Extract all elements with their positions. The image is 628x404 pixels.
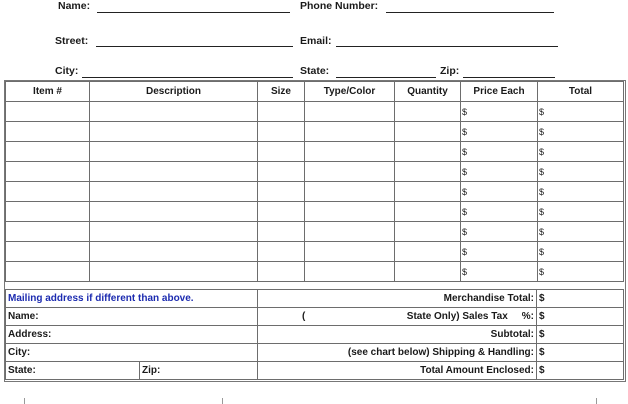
total-amount-enclosed-value[interactable]: $ (537, 362, 624, 380)
cell-type-color[interactable] (305, 102, 395, 122)
street-label: Street: (55, 35, 89, 47)
email-label: Email: (300, 35, 332, 47)
cell-price-each[interactable]: $ (461, 222, 538, 242)
state-label: State: (300, 65, 330, 77)
merchandise-total-label: Merchandise Total: (258, 290, 537, 308)
cell-item-number[interactable] (6, 162, 90, 182)
cell-size[interactable] (258, 202, 305, 222)
shipping-handling-label: (see chart below) Shipping & Handling: (258, 344, 537, 362)
mailing-name-label[interactable]: Name: (6, 308, 258, 326)
cell-item-number[interactable] (6, 122, 90, 142)
table-row (6, 162, 624, 182)
order-items-table (5, 81, 624, 282)
cell-total[interactable]: $ (538, 182, 624, 202)
name-field[interactable] (97, 12, 290, 13)
cell-price-each[interactable]: $ (461, 102, 538, 122)
cell-type-color[interactable] (305, 202, 395, 222)
cell-total[interactable]: $ (538, 262, 624, 282)
cell-quantity[interactable] (395, 122, 461, 142)
cell-size[interactable] (258, 222, 305, 242)
cell-description[interactable] (90, 122, 258, 142)
city-label: City: (55, 65, 79, 77)
cell-item-number[interactable] (6, 182, 90, 202)
cell-quantity[interactable] (395, 202, 461, 222)
mailing-and-totals (5, 289, 624, 380)
column-header-type-color: Type/Color (305, 82, 395, 102)
mailing-state-label[interactable]: State: (6, 362, 140, 380)
phone-number-field[interactable] (386, 12, 554, 13)
cell-item-number[interactable] (6, 242, 90, 262)
cell-item-number[interactable] (6, 202, 90, 222)
cell-quantity[interactable] (395, 182, 461, 202)
cell-total[interactable]: $ (538, 222, 624, 242)
cell-total[interactable]: $ (538, 202, 624, 222)
zip-label: Zip: (440, 65, 460, 77)
cell-description[interactable] (90, 262, 258, 282)
cell-price-each[interactable]: $ (461, 162, 538, 182)
subtotal-label: Subtotal: (258, 326, 537, 344)
cell-type-color[interactable] (305, 222, 395, 242)
order-items-body (6, 102, 624, 282)
cell-total[interactable]: $ (538, 102, 624, 122)
street-field[interactable] (96, 46, 293, 47)
cell-item-number[interactable] (6, 142, 90, 162)
state-field[interactable] (336, 77, 436, 78)
cell-quantity[interactable] (395, 242, 461, 262)
cell-description[interactable] (90, 102, 258, 122)
cell-description[interactable] (90, 142, 258, 162)
cell-size[interactable] (258, 262, 305, 282)
column-header-price-each: Price Each (461, 82, 538, 102)
cell-size[interactable] (258, 242, 305, 262)
cell-total[interactable]: $ (538, 242, 624, 262)
table-row (6, 222, 624, 242)
column-header-total: Total (538, 82, 624, 102)
table-header-row (6, 82, 624, 102)
column-header-size: Size (258, 82, 305, 102)
cell-quantity[interactable] (395, 262, 461, 282)
cell-type-color[interactable] (305, 242, 395, 262)
cell-item-number[interactable] (6, 222, 90, 242)
email-field[interactable] (336, 46, 558, 47)
cell-price-each[interactable]: $ (461, 142, 538, 162)
name-label: Name: (58, 0, 91, 12)
cell-price-each[interactable]: $ (461, 242, 538, 262)
sales-tax-value[interactable]: $ (537, 308, 624, 326)
cell-quantity[interactable] (395, 222, 461, 242)
phone-number-label: Phone Number: (300, 0, 379, 12)
mailing-zip-label[interactable]: Zip: (140, 362, 258, 380)
cell-size[interactable] (258, 162, 305, 182)
table-row (6, 182, 624, 202)
table-row (6, 262, 624, 282)
cell-price-each[interactable]: $ (461, 202, 538, 222)
city-field[interactable] (82, 77, 293, 78)
column-header-description: Description (90, 82, 258, 102)
mailing-address-heading: Mailing address if different than above. (6, 290, 258, 308)
sales-tax-text: State Only) Sales Tax (406, 311, 508, 322)
cell-description[interactable] (90, 242, 258, 262)
table-row (6, 102, 624, 122)
cell-type-color[interactable] (305, 122, 395, 142)
merchandise-total-value[interactable]: $ (537, 290, 624, 308)
cell-description[interactable] (90, 202, 258, 222)
cell-total[interactable]: $ (538, 162, 624, 182)
total-amount-enclosed-label: Total Amount Enclosed: (258, 362, 537, 380)
shipping-handling-value[interactable]: $ (537, 344, 624, 362)
cell-description[interactable] (90, 222, 258, 242)
cell-size[interactable] (258, 122, 305, 142)
cell-price-each[interactable]: $ (461, 262, 538, 282)
footer-divider-left (24, 398, 25, 404)
table-row (6, 242, 624, 262)
footer-divider-middle (222, 398, 223, 404)
footer-divider-right (596, 398, 597, 404)
cell-type-color[interactable] (305, 162, 395, 182)
table-row (6, 142, 624, 162)
cell-item-number[interactable] (6, 102, 90, 122)
cell-type-color[interactable] (305, 142, 395, 162)
column-header-item-number: Item # (6, 82, 90, 102)
cell-type-color[interactable] (305, 262, 395, 282)
zip-field[interactable] (463, 77, 555, 78)
sales-tax-paren: ( (302, 311, 306, 322)
cell-quantity[interactable] (395, 142, 461, 162)
cell-size[interactable] (258, 102, 305, 122)
cell-price-each[interactable]: $ (461, 122, 538, 142)
cell-quantity[interactable] (395, 102, 461, 122)
column-header-quantity: Quantity (395, 82, 461, 102)
table-row (6, 202, 624, 222)
cell-size[interactable] (258, 142, 305, 162)
subtotal-value[interactable]: $ (537, 326, 624, 344)
table-row (6, 122, 624, 142)
cell-type-color[interactable] (305, 182, 395, 202)
cell-quantity[interactable] (395, 162, 461, 182)
sales-tax-label (258, 308, 537, 326)
cell-total[interactable]: $ (538, 142, 624, 162)
cell-size[interactable] (258, 182, 305, 202)
mailing-address-label[interactable]: Address: (6, 326, 258, 344)
cell-description[interactable] (90, 182, 258, 202)
cell-total[interactable]: $ (538, 122, 624, 142)
cell-item-number[interactable] (6, 262, 90, 282)
sales-tax-percent: %: (521, 311, 534, 322)
cell-price-each[interactable]: $ (461, 182, 538, 202)
cell-description[interactable] (90, 162, 258, 182)
mailing-city-label[interactable]: City: (6, 344, 258, 362)
